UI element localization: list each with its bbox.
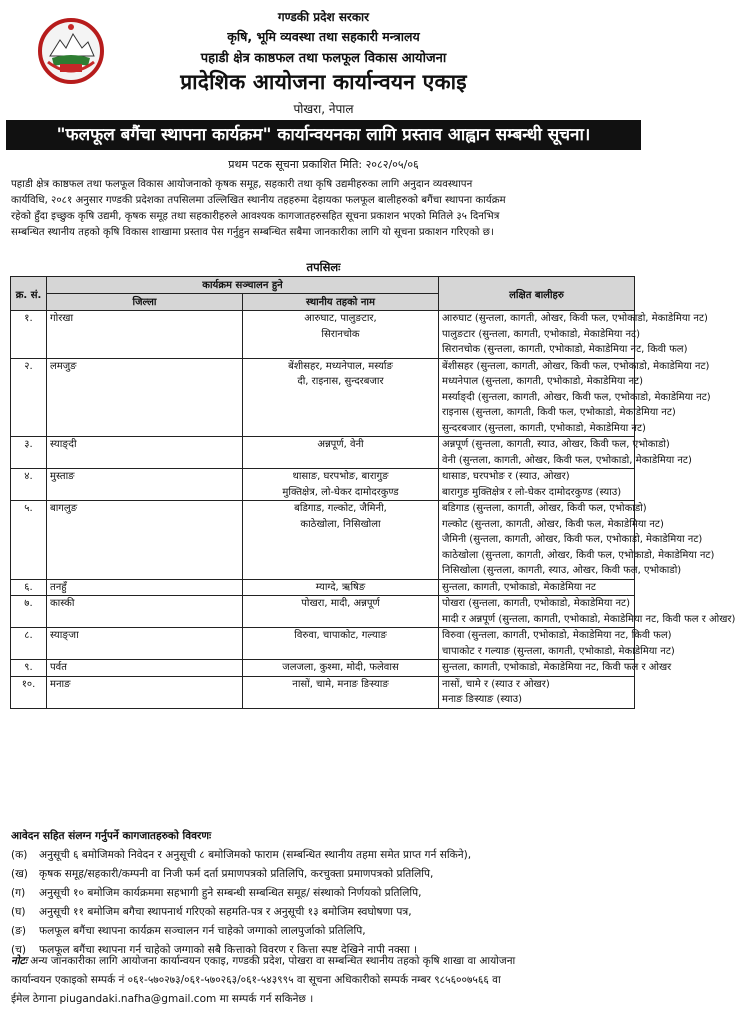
table-row (11, 358, 635, 437)
target-crops-cell (439, 311, 708, 359)
target-crop-line: मर्स्याङ्दी (सुन्तला, कागती, ओखर, किवी फल, एभोकाडो, मेकाडेमिया नट) (442, 391, 711, 403)
district-name: लमजुङ (50, 360, 77, 372)
target-crop-line: बेंशीसहर (सुन्तला, कागती, ओखर, किवी फल, एभोकाडो, मेकाडेमिया नट) (442, 360, 710, 372)
serial-number: २. (24, 360, 33, 372)
table-row (11, 469, 635, 501)
target-crop-line: बडिगाड (सुन्तला, कागती, ओखर, किवी फल, एभोकाडो) (442, 503, 647, 514)
table-row (11, 437, 635, 469)
target-crop-line: विरुवा (सुन्तला, कागती, एभोकाडो, मेकाडेमिया नट, किवी फल) (442, 630, 672, 641)
district-name: मुस्ताङ (50, 471, 75, 482)
district-cell (47, 469, 243, 501)
table-row (11, 628, 635, 660)
table-row (11, 676, 635, 708)
document-item (11, 846, 636, 865)
district-cell (47, 437, 243, 469)
local-level-cell (243, 469, 439, 501)
required-documents (11, 826, 636, 960)
serial-number: ३. (24, 439, 33, 450)
target-crop-line: वेनी (सुन्तला, कागती, ओखर, किवी फल, एभोकाडो, मेकाडेमिया नट) (442, 454, 692, 466)
target-crops-cell (439, 579, 635, 596)
target-crops-cell (439, 596, 735, 628)
target-crop-line: राइनास (सुन्तला, कागती, किवी फल, एभोकाडो, मेकाडेमिया नट) (442, 407, 676, 418)
local-level-name: बडिगाड, गल्कोट, जैमिनी, (294, 503, 387, 514)
header-line-3: पहाडी क्षेत्र काष्ठफल तथा फलफूल विकास आयोजना (200, 51, 447, 66)
local-level-cell (243, 596, 439, 628)
target-crop-line: सुन्तला, कागती, एभोकाडो, मेकाडेमिया नट (442, 581, 596, 593)
target-crop-line: नासों, चामे र (स्याउ र ओखर) (442, 678, 550, 690)
target-crop-line: अन्नपूर्ण (सुन्तला, कागती, स्याउ, ओखर, किवी फल, एभोकाडो) (442, 439, 670, 450)
document-item-text: अनुसूची १० बमोजिम कार्यक्रममा सहभागी हुने सम्बन्धी सम्बन्धित समूह/ संस्थाको निर्णयको प्रतिलिपि, (39, 887, 422, 899)
target-crop-line: थासाङ, घरपभोङ र (स्याउ, ओखर) (442, 471, 570, 482)
target-crops-cell (439, 469, 635, 501)
district-name: पर्वत (50, 662, 67, 673)
note-line: ईमेल ठेगाना piugandaki.nafha@gmail.com मा सम्पर्क गर्न सकिनेछ । (11, 993, 314, 1005)
district-name: गोरखा (50, 313, 74, 324)
document-item-label: (च) (11, 944, 26, 956)
local-level-name: विरुवा, चापाकोट, गल्याङ (294, 630, 387, 641)
target-crop-line: पोखरा (सुन्तला, कागती, एभोकाडो, मेकाडेमिया नट) (442, 598, 630, 609)
document-item-label: (ग) (11, 887, 26, 899)
note-line: कार्यान्वयन एकाइको सम्पर्क नं ०६१-५७०२७३/०६१-५७०२६३/०६१-५४३९९५ वा सूचना अधिकारीको सम्पर्क नम्बर ९८५६००७५६६ वा (11, 974, 501, 986)
note-label: नोटः (11, 955, 27, 967)
target-crop-line: चापाकोट र गल्याङ (सुन्तला, कागती, एभोकाडो, मेकाडेमिया नट) (442, 645, 675, 657)
local-level-cell (243, 358, 439, 437)
local-level-name: काठेखोला, निसिखोला (300, 518, 381, 530)
document-item-text: फलफूल बगैंचा स्थापना गर्न चाहेको जग्गाको सबै कित्ताको विवरण र कित्ता स्पष्ट देखिने नापी नक्सा । (39, 944, 417, 956)
local-level-name: मुक्तिक्षेत्र, लो-घेकर दामोदरकुण्ड (282, 486, 399, 498)
intro-line: कार्यविधि, २०८१ अनुसार गण्डकी प्रदेशका तपसिलमा उल्लिखित स्थानीय तहहरुमा देहायका फलफूल बालीहरुको बगैंचा स्थापना कार्यक्रम (11, 195, 506, 206)
local-level-name: दी, राइनास, सुन्दरबजार (297, 376, 384, 387)
serial-cell (11, 660, 47, 677)
header-line-2: कृषि, भूमि व्यवस्था तथा सहकारी मन्त्रालय (227, 29, 420, 44)
district-name: स्याङ्जा (50, 630, 79, 641)
header-local-level: स्थानीय तहको नाम (243, 294, 439, 311)
table-row (11, 660, 635, 677)
serial-cell (11, 501, 47, 580)
table-row (11, 596, 635, 628)
local-level-name: नासों, चामे, मनाङ ङिस्याङ (292, 678, 389, 690)
serial-number: ८. (24, 630, 33, 641)
target-crop-line: निसिखोला (सुन्तला, कागती, स्याउ, ओखर, किवी फल, एभोकाडो) (442, 565, 682, 576)
local-level-cell (243, 311, 439, 359)
contact-note (11, 952, 636, 1009)
header-location: पोखरा, नेपाल (293, 102, 354, 116)
local-level-name: थासाङ, घरपभोङ, बारागुङ (292, 471, 389, 482)
target-crop-line: सिरानचोक (सुन्तला, कागती, एभोकाडो, मेकाडेमिया नट, किवी फल) (442, 344, 688, 355)
local-level-cell (243, 579, 439, 596)
document-item-label: (घ) (11, 906, 26, 918)
target-crops-cell (439, 501, 715, 580)
serial-cell (11, 579, 47, 596)
target-crop-line: गल्कोट (सुन्तला, कागती, ओखर, किवी फल, मेकाडेमिया नट) (442, 518, 664, 530)
target-crop-line: सुन्दरबजार (सुन्तला, कागती, एभोकाडो, मेकाडेमिया नट) (442, 422, 646, 434)
intro-line: रहेको हुँदा इच्छुक कृषि उद्यमी, कृषक समूह तथा सहकारीहरुले आवश्यक कागजातहरुसहित सूचना प्रकाशन भएको मितिले ३५ दिनभित्र (11, 211, 500, 222)
serial-cell (11, 676, 47, 708)
intro-line: पहाडी क्षेत्र काष्ठफल तथा फलफूल विकास आयोजनाको कृषक समूह, सहकारी तथा कृषि उद्यमीहरुका लागि अनुदान व्यवस्थापन (11, 179, 473, 190)
document-item (11, 884, 636, 903)
district-name: मनाङ (50, 678, 71, 690)
document-item-text: अनुसूची ११ बमोजिम बगैचा स्थापनार्थ गरिएको सहमति-पत्र र अनुसूची १३ बमोजिम स्वघोषणा पत्र, (39, 906, 412, 918)
local-level-name: आरुघाट, पालुङटार, (304, 313, 377, 324)
target-crops-cell (439, 676, 635, 708)
serial-number: ५. (24, 503, 33, 514)
target-crop-line: मनाङ ङिस्याङ (स्याउ) (442, 694, 523, 705)
document-item (11, 865, 636, 884)
local-level-cell (243, 501, 439, 580)
header (0, 0, 647, 120)
target-crop-line: मादी र अन्नपूर्ण (सुन्तला, कागती, एभोकाडो, मेकाडेमिया नट, किवी फल र ओखर) (442, 613, 735, 625)
local-level-name: सिरानचोक (321, 328, 360, 340)
target-crops-cell (439, 660, 672, 677)
document-item (11, 903, 636, 922)
district-name: तनहुँ (50, 581, 67, 593)
serial-number: ९. (24, 662, 33, 673)
serial-cell (11, 311, 47, 359)
document-item-label: (ख) (11, 868, 28, 880)
serial-number: १०. (21, 678, 36, 690)
document-item-text: कृषक समूह/सहकारी/कम्पनी वा निजी फर्म दर्ता प्रमाणपत्रको प्रतिलिपि, करचुक्ता प्रमाणपत्रको प्रतिलिपि, (39, 868, 434, 880)
local-level-name: पोखरा, मादी, अन्नपूर्ण (301, 598, 380, 609)
header-line-1: गण्डकी प्रदेश सरकार (277, 10, 370, 24)
publish-date: प्रथम पटक सूचना प्रकाशित मिति: २०८२/०५/०६ (228, 158, 419, 171)
note-text: अन्य जानकारीका लागि आयोजना कार्यान्वयन एकाइ, गण्डकी प्रदेश, पोखरा वा सम्बन्धित स्थानीय तहको कृषि शाखा वा आयोजना (26, 955, 516, 967)
header-serial: क्र. सं. (11, 277, 47, 311)
table-caption: तपसिलः (306, 260, 341, 274)
district-name: बागलुङ (50, 503, 78, 514)
district-cell (47, 311, 243, 359)
target-crop-line: सुन्तला, कागती, एभोकाडो, मेकाडेमिया नट, किवी फल र ओखर (442, 662, 672, 673)
local-level-name: जलजला, कुश्मा, मोदी, फलेवास (282, 662, 399, 673)
local-level-name: म्याग्दे, ऋषिङ (315, 581, 366, 593)
local-level-cell (243, 676, 439, 708)
serial-cell (11, 358, 47, 437)
local-level-name: अन्नपूर्ण, वेनी (317, 439, 364, 450)
serial-cell (11, 596, 47, 628)
header-program-location: कार्यक्रम सञ्चालन हुने (47, 277, 439, 294)
notice-title-banner: "फलफूल बगैंचा स्थापना कार्यक्रम" कार्यान्वयनका लागि प्रस्ताव आह्वान सम्बन्धी सूचना। (6, 120, 641, 150)
district-cell (47, 596, 243, 628)
serial-number: ६. (24, 581, 33, 593)
serial-number: ७. (24, 598, 33, 609)
target-crop-line: जैमिनी (सुन्तला, कागती, ओखर, किवी फल, एभोकाडो, मेकाडेमिया नट) (442, 534, 703, 545)
target-crops-cell (439, 628, 675, 660)
serial-cell (11, 628, 47, 660)
header-office-title: प्रादेशिक आयोजना कार्यान्वयन एकाइ (180, 70, 467, 94)
document-item-text: फलफूल बगैंचा स्थापना कार्यक्रम सञ्चालन गर्न चाहेको जग्गाको लालपुर्जाको प्रतिलिपि, (39, 925, 366, 937)
district-cell (47, 676, 243, 708)
document-item-label: (क) (11, 849, 28, 861)
local-level-cell (243, 628, 439, 660)
document-item-text: अनुसूची ६ बमोजिमको निवेदन र अनुसूची ८ बमोजिमको फाराम (सम्बन्धित स्थानीय तहमा समेत प्राप्त गर्न सकिने), (39, 849, 472, 861)
district-cell (47, 579, 243, 596)
district-cell (47, 628, 243, 660)
table-row (11, 311, 635, 359)
target-crops-cell (439, 358, 711, 437)
district-cell (47, 501, 243, 580)
district-cell (47, 660, 243, 677)
local-level-name: बेंशीसहर, मध्यनेपाल, मर्स्याङ (288, 360, 393, 372)
header-target-crops: लक्षित बालीहरु (439, 277, 635, 311)
target-crop-line: मध्यनेपाल (सुन्तला, कागती, एभोकाडो, मेकाडेमिया नट) (442, 376, 643, 387)
serial-cell (11, 469, 47, 501)
table-row (11, 579, 635, 596)
target-crop-line: बारागुङ मुक्तिक्षेत्र र लो-घेकर दामोदरकुण्ड (स्याउ) (442, 486, 622, 498)
document-item (11, 922, 636, 941)
note-line (11, 952, 636, 971)
target-crops-cell (439, 437, 692, 469)
document-item-label: (ङ) (11, 925, 27, 937)
local-level-cell (243, 660, 439, 677)
district-name: कास्की (50, 598, 75, 609)
district-cell (47, 358, 243, 437)
local-level-cell (243, 437, 439, 469)
program-table (10, 276, 735, 709)
district-name: स्याङ्दी (50, 439, 77, 450)
target-crop-line: काठेखोला (सुन्तला, कागती, ओखर, किवी फल, एभोकाडो, मेकाडेमिया नट) (442, 549, 715, 561)
target-crop-line: पालुङटार (सुन्तला, कागती, एभोकाडो, मेकाडेमिया नट) (442, 328, 640, 340)
serial-cell (11, 437, 47, 469)
target-crop-line: आरुघाट (सुन्तला, कागती, ओखर, किवी फल, एभोकाडो, मेकाडेमिया नट) (442, 313, 708, 324)
table-row (11, 501, 635, 580)
serial-number: १. (24, 313, 33, 324)
intro-line: सम्बन्धित स्थानीय तहको कृषि विकास शाखामा प्रस्ताव पेस गर्नुहुन सम्बन्धित सबैमा जानकारीका लागि यो सूचना प्रकाशन गरिएको छ। (11, 227, 494, 238)
header-district: जिल्ला (47, 294, 243, 311)
intro-paragraph (11, 177, 636, 241)
serial-number: ४. (24, 471, 33, 482)
documents-title: आवेदन सहित संलग्न गर्नुपर्ने कागजातहरुको विवरणः (11, 830, 212, 842)
